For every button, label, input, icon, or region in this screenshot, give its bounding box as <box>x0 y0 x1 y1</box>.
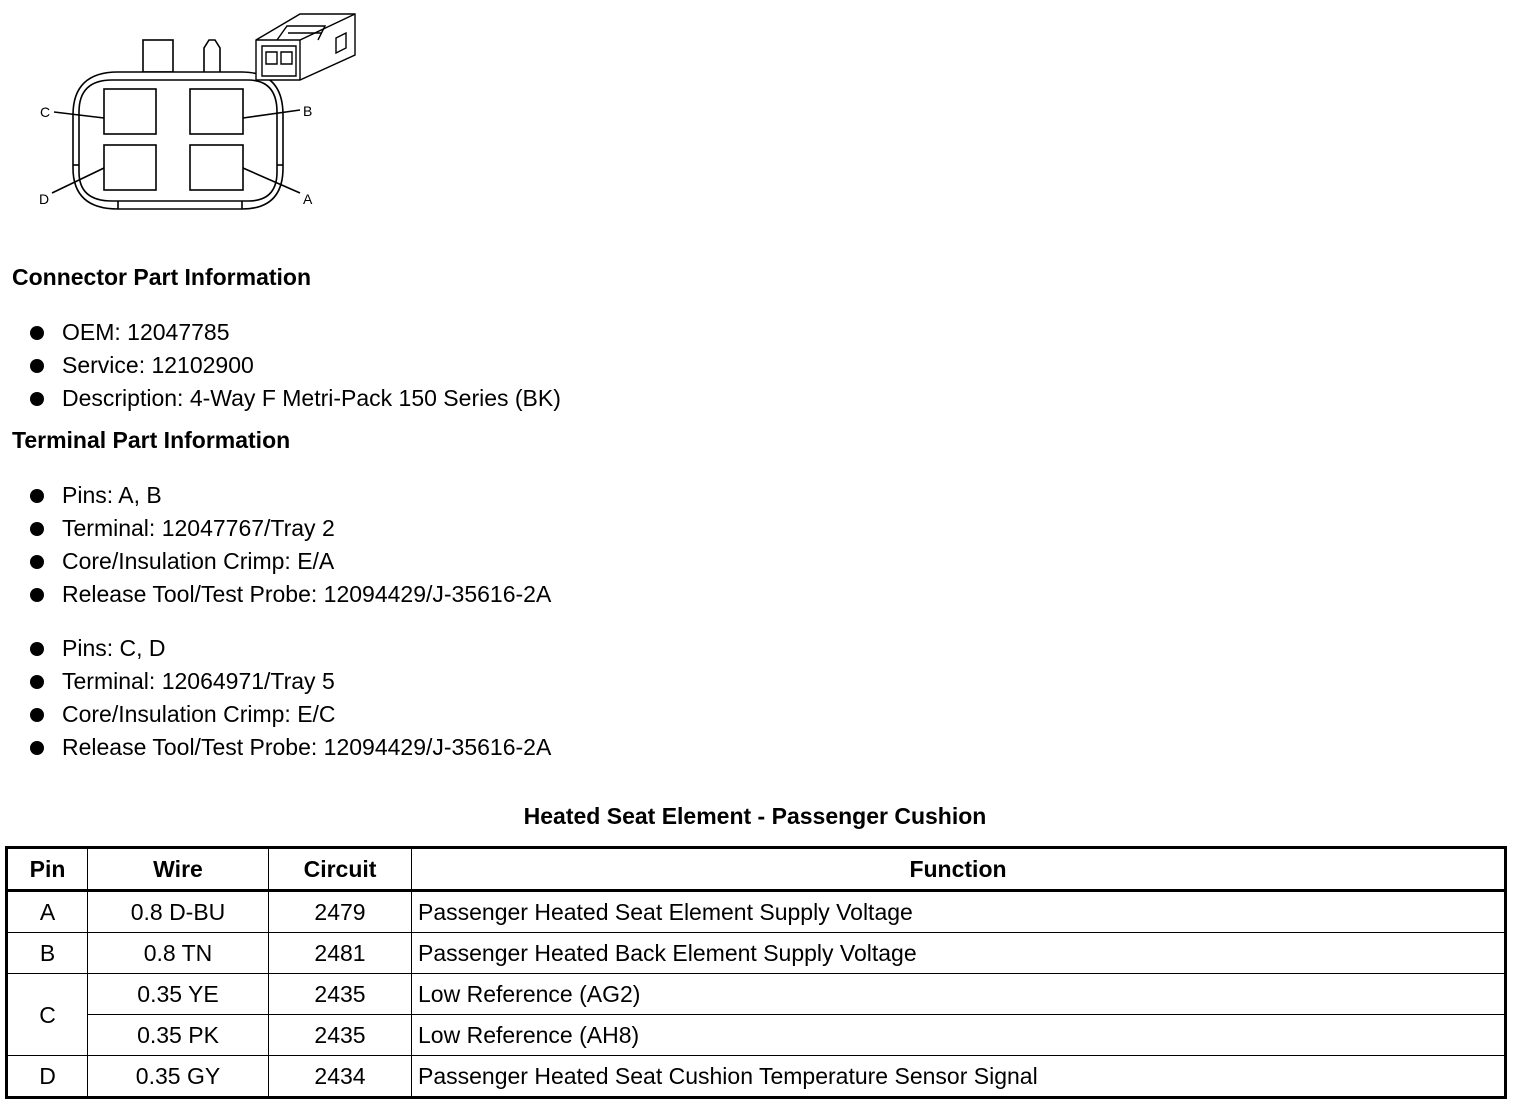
crimp-text: Core/Insulation Crimp: E/C <box>62 701 336 727</box>
bullet-icon <box>30 522 44 536</box>
list-item <box>28 578 551 611</box>
cell-wire: 0.35 GY <box>88 1056 269 1098</box>
cell-circuit: 2481 <box>269 933 412 974</box>
connector-lock-tab <box>143 40 173 72</box>
connector-part-list <box>28 316 561 415</box>
bullet-icon <box>30 708 44 722</box>
cell-function: Passenger Heated Seat Cushion Temperature Sensor Signal <box>412 1056 1506 1098</box>
terminal-part-heading: Terminal Part Information <box>12 427 291 453</box>
bullet-icon <box>30 642 44 656</box>
cell-function: Passenger Heated Back Element Supply Voltage <box>412 933 1506 974</box>
terminal-text: Terminal: 12064971/Tray 5 <box>62 668 335 694</box>
pin-label-a: A <box>303 191 313 207</box>
cell-wire: 0.35 PK <box>88 1015 269 1056</box>
cell-pin: B <box>7 933 88 974</box>
bullet-icon <box>30 555 44 569</box>
table-title: Heated Seat Element - Passenger Cushion <box>523 803 987 829</box>
header-wire: Wire <box>88 848 269 891</box>
cell-pin: C <box>7 974 88 1056</box>
bullet-icon <box>30 359 44 373</box>
connector-isometric-icon <box>256 14 355 80</box>
terminal-text: Terminal: 12047767/Tray 2 <box>62 515 335 541</box>
cell-function: Low Reference (AH8) <box>412 1015 1506 1056</box>
cell-pin: D <box>7 1056 88 1098</box>
connector-description: Description: 4-Way F Metri-Pack 150 Series (BK) <box>62 385 561 411</box>
list-item <box>28 632 551 665</box>
table-header-row <box>7 848 1506 891</box>
list-item <box>28 545 551 578</box>
bullet-icon <box>30 741 44 755</box>
terminal-part-list-ab <box>28 479 551 611</box>
cell-circuit: 2479 <box>269 891 412 933</box>
cell-circuit: 2434 <box>269 1056 412 1098</box>
table-row <box>7 1056 1506 1098</box>
cell-wire: 0.8 D-BU <box>88 891 269 933</box>
bullet-icon <box>30 489 44 503</box>
release-tool-text: Release Tool/Test Probe: 12094429/J-35616-2A <box>62 581 552 607</box>
bullet-icon <box>30 392 44 406</box>
header-function: Function <box>412 848 1506 891</box>
list-item <box>28 698 551 731</box>
cell-function: Low Reference (AG2) <box>412 974 1506 1015</box>
table-row <box>7 891 1506 933</box>
pin-label-b: B <box>303 103 313 119</box>
cell-pin: A <box>7 891 88 933</box>
bullet-icon <box>30 326 44 340</box>
release-tool-text: Release Tool/Test Probe: 12094429/J-35616-2A <box>62 734 552 760</box>
header-circuit: Circuit <box>269 848 412 891</box>
cell-circuit: 2435 <box>269 1015 412 1056</box>
table-row <box>7 933 1506 974</box>
connector-face-diagram <box>0 0 380 230</box>
terminal-part-list-cd <box>28 632 551 764</box>
table-row <box>7 1015 1506 1056</box>
connector-part-heading: Connector Part Information <box>12 264 312 290</box>
pinout-table <box>5 846 1507 1099</box>
bullet-icon <box>30 675 44 689</box>
pin-label-c: C <box>40 104 51 120</box>
header-pin: Pin <box>7 848 88 891</box>
list-item <box>28 512 551 545</box>
pin-label-d: D <box>39 191 50 207</box>
cell-function: Passenger Heated Seat Element Supply Voltage <box>412 891 1506 933</box>
service-number: Service: 12102900 <box>62 352 254 378</box>
cell-circuit: 2435 <box>269 974 412 1015</box>
cell-wire: 0.8 TN <box>88 933 269 974</box>
list-item <box>28 316 561 349</box>
pins-text: Pins: C, D <box>62 635 166 661</box>
crimp-text: Core/Insulation Crimp: E/A <box>62 548 335 574</box>
table-row <box>7 974 1506 1015</box>
oem-number: OEM: 12047785 <box>62 319 230 345</box>
list-item <box>28 382 561 415</box>
list-item <box>28 665 551 698</box>
cell-wire: 0.35 YE <box>88 974 269 1015</box>
list-item <box>28 349 561 382</box>
pins-text: Pins: A, B <box>62 482 162 508</box>
bullet-icon <box>30 588 44 602</box>
list-item <box>28 731 551 764</box>
list-item <box>28 479 551 512</box>
